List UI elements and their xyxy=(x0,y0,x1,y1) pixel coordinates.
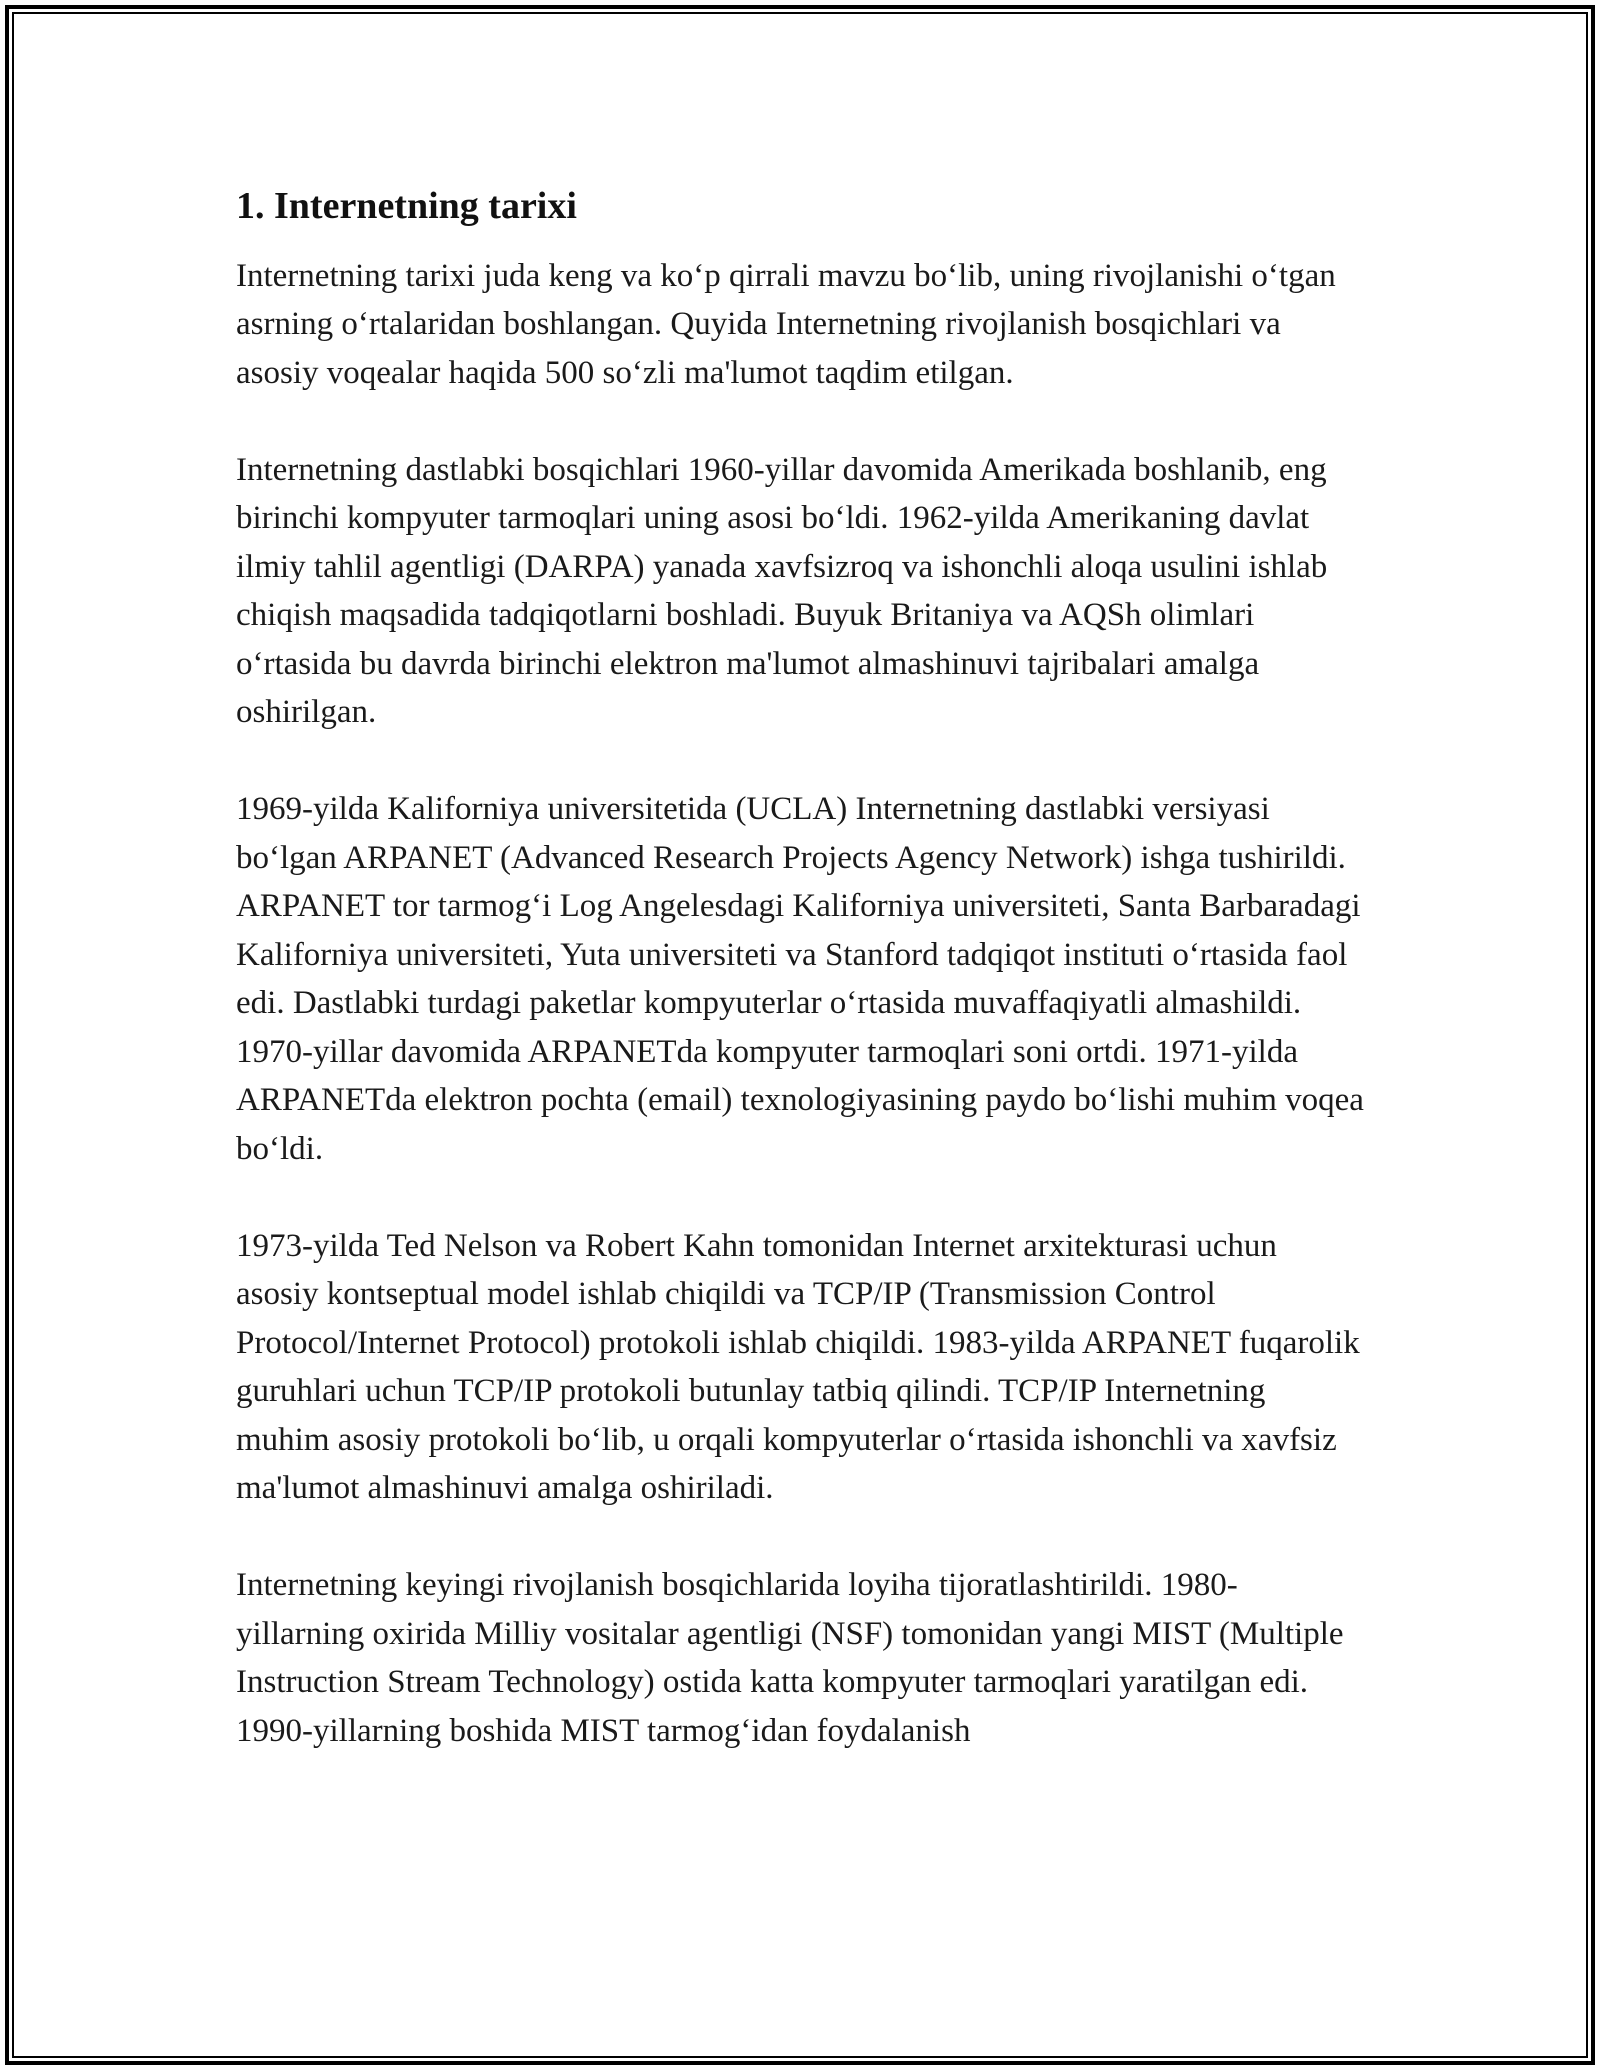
paragraph-arpanet: 1969-yilda Kaliforniya universitetida (UCLA) Internetning dastlabki versiyasi bo‘lgan ARPANET (Advanced Research Projects Agency Network) ishga tushirildi. ARPANET tor tarmog‘i Log Angelesdagi Kaliforniya universiteti, Santa Barbaradagi Kaliforniya universiteti, Yuta universiteti va Stanford tadqiqot instituti o‘rtasida faol edi. Dastlabki turdagi paketlar kompyuterlar o‘rtasida muvaffaqiyatli almashildi. 1970-yillar davomida ARPANETda kompyuter tarmoqlari soni ortdi. 1971-yilda ARPANETda elektron pochta (email) texnologiyasining paydo bo‘lishi muhim voqea bo‘ldi. xyxy=(236,791,1364,1167)
paragraph-intro: Internetning tarixi juda keng va ko‘p qirrali mavzu bo‘lib, uning rivojlanishi o‘tgan asrning o‘rtalaridan boshlangan. Quyida Internetning rivojlanish bosqichlari va asosiy voqealar haqida 500 so‘zli ma'lumot taqdim etilgan. xyxy=(236,257,1336,391)
section-heading: 1. Internetning tarixi xyxy=(236,185,577,227)
paragraph-early-stages: Internetning dastlabki bosqichlari 1960-yillar davomida Amerikada boshlanib, eng birinchi kompyuter tarmoqlari uning asosi bo‘ldi. 1962-yilda Amerikaning davlat ilmiy tahlil agentligi (DARPA) yanada xavfsizroq va ishonchli aloqa usulini ishlab chiqish maqsadida tadqiqotlarni boshladi. Buyuk Britaniya va AQSh olimlari o‘rtasida bu davrda birinchi elektron ma'lumot almashinuvi tajribalari amalga oshirilgan. xyxy=(236,451,1328,731)
paragraph-commercialization: Internetning keyingi rivojlanish bosqichlarida loyiha tijoratlashtirildi. 1980-yillarning oxirida Milliy vositalar agentligi (NSF) tomonidan yangi MIST (Multiple Instruction Stream Technology) ostida katta kompyuter tarmoqlari yaratilgan edi. 1990-yillarning boshida MIST tarmog‘idan foydalanish xyxy=(236,1567,1344,1749)
paragraph-tcp-ip: 1973-yilda Ted Nelson va Robert Kahn tomonidan Internet arxitekturasi uchun asosiy kontseptual model ishlab chiqildi va TCP/IP (Transmission Control Protocol/Internet Protocol) protokoli ishlab chiqildi. 1983-yilda ARPANET fuqarolik guruhlari uchun TCP/IP protokoli butunlay tatbiq qilindi. TCP/IP Internetning muhim asosiy protokoli bo‘lib, u orqali kompyuterlar o‘rtasida ishonchli va xavfsiz ma'lumot almashinuvi amalga oshiriladi. xyxy=(236,1227,1360,1507)
document-body xyxy=(236,184,1366,1755)
